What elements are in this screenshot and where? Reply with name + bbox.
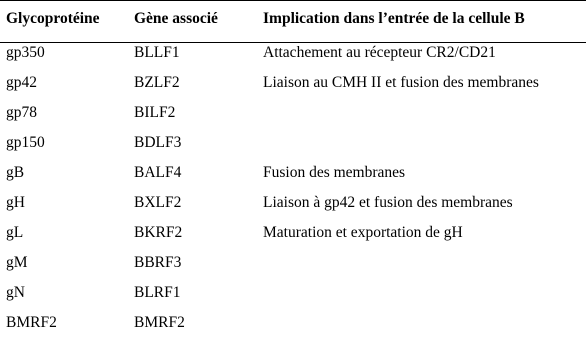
cell-gene: BZLF2 [134, 74, 180, 91]
cell-glycoprotein: gN [6, 284, 25, 301]
cell-glycoprotein: gH [6, 194, 25, 211]
cell-gene: BALF4 [134, 164, 182, 181]
header-glycoproteine: Glycoprotéine [6, 10, 100, 27]
cell-gene: BXLF2 [134, 194, 182, 211]
cell-gene: BBRF3 [134, 254, 182, 271]
table-header-row [0, 4, 586, 34]
table-row [0, 188, 586, 218]
cell-gene: BILF2 [134, 104, 176, 121]
cell-gene: BDLF3 [134, 134, 182, 151]
table-row [0, 158, 586, 188]
cell-gene: BMRF2 [134, 314, 185, 331]
table-row [0, 38, 586, 68]
header-implication: Implication dans l’entrée de la cellule B [263, 10, 525, 27]
cell-glycoprotein: gp350 [6, 44, 45, 61]
table-top-rule [0, 0, 586, 1]
cell-implication: Liaison à gp42 et fusion des membranes [263, 194, 513, 211]
table-row [0, 128, 586, 158]
table-row [0, 218, 586, 248]
cell-glycoprotein: gL [6, 224, 24, 241]
cell-implication: Fusion des membranes [263, 164, 406, 181]
cell-glycoprotein: BMRF2 [6, 314, 57, 331]
table-row [0, 68, 586, 98]
cell-gene: BLRF1 [134, 284, 181, 301]
table-row [0, 98, 586, 128]
table-row [0, 308, 586, 338]
cell-glycoprotein: gB [6, 164, 25, 181]
cell-glycoprotein: gp42 [6, 74, 37, 91]
cell-glycoprotein: gM [6, 254, 28, 271]
cell-glycoprotein: gp78 [6, 104, 37, 121]
cell-glycoprotein: gp150 [6, 134, 45, 151]
cell-implication: Liaison au CMH II et fusion des membranes [263, 74, 539, 91]
cell-gene: BKRF2 [134, 224, 183, 241]
table-row [0, 278, 586, 308]
cell-implication: Attachement au récepteur CR2/CD21 [263, 44, 496, 61]
cell-implication: Maturation et exportation de gH [263, 224, 463, 241]
cell-gene: BLLF1 [134, 44, 180, 61]
table-row [0, 248, 586, 278]
header-gene-associe: Gène associé [134, 10, 218, 27]
